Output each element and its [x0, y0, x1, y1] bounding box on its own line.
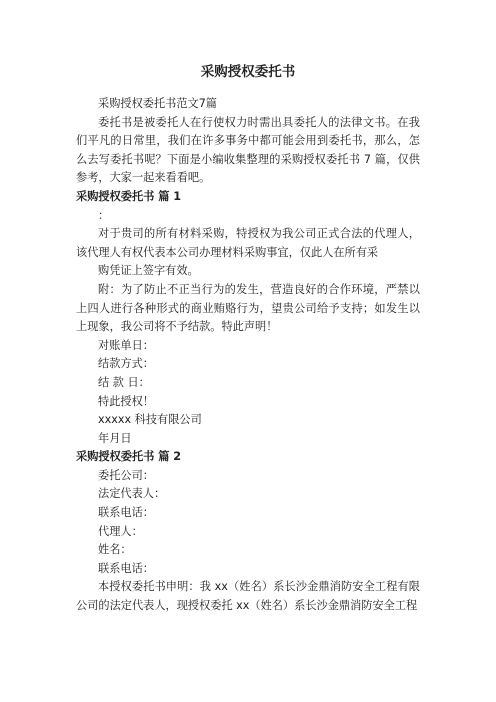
- paragraph: 联系电话：: [98, 561, 154, 575]
- document-title: 采购授权委托书: [200, 64, 296, 80]
- paragraph: 委托书是被委托人在行使权力时需出具委托人的法律文书。在我们平凡的日常里，我们在许多事务中都可能会用到委托书，那么，怎么去写委托书呢？下面是小编收集整理的采购授权委托书 7 篇，仅供参考，大家一起来看看吧。: [76, 115, 420, 185]
- paragraph: 购凭证上签字有效。: [98, 264, 199, 278]
- paragraph: 对账单日：: [98, 338, 154, 352]
- paragraph: 法定代表人：: [98, 487, 166, 501]
- paragraph: 结款方式：: [98, 357, 154, 371]
- paragraph: 附：为了防止不正当行为的发生，营造良好的合作环境，严禁以上四人进行各种形式的商业贿赂行为，望贵公司给予支持；如发生以上现象，我公司将不予结款。特此声明！: [76, 282, 420, 334]
- paragraph: 年月日: [98, 431, 132, 445]
- paragraph: 委托公司：: [98, 468, 154, 482]
- paragraph: ：: [98, 208, 110, 222]
- paragraph: 特此授权！: [98, 394, 154, 408]
- paragraph: 姓名：: [98, 543, 132, 557]
- paragraph: 本授权委托书申明：我 xx（姓名）系长沙金鼎消防安全工程有限公司的法定代表人，现授权委托 xx（姓名）系长沙金鼎消防安全工程: [76, 580, 420, 613]
- paragraph: 对于贵司的所有材料采购，特授权为我公司正式合法的代理人，该代理人有权代表本公司办理材料采购事宜，仅此人在所有采: [76, 227, 420, 259]
- paragraph: 结 款 日：: [98, 375, 150, 389]
- document-body: [76, 95, 420, 616]
- paragraph: 采购授权委托书范文7篇: [98, 97, 217, 110]
- paragraph: 联系电话：: [98, 506, 154, 520]
- section-heading: 采购授权委托书 篇 1: [76, 189, 182, 203]
- section-heading: 采购授权委托书 篇 2: [76, 450, 182, 464]
- paragraph: xxxxx 科技有限公司: [98, 413, 202, 427]
- paragraph: 代理人：: [98, 524, 143, 538]
